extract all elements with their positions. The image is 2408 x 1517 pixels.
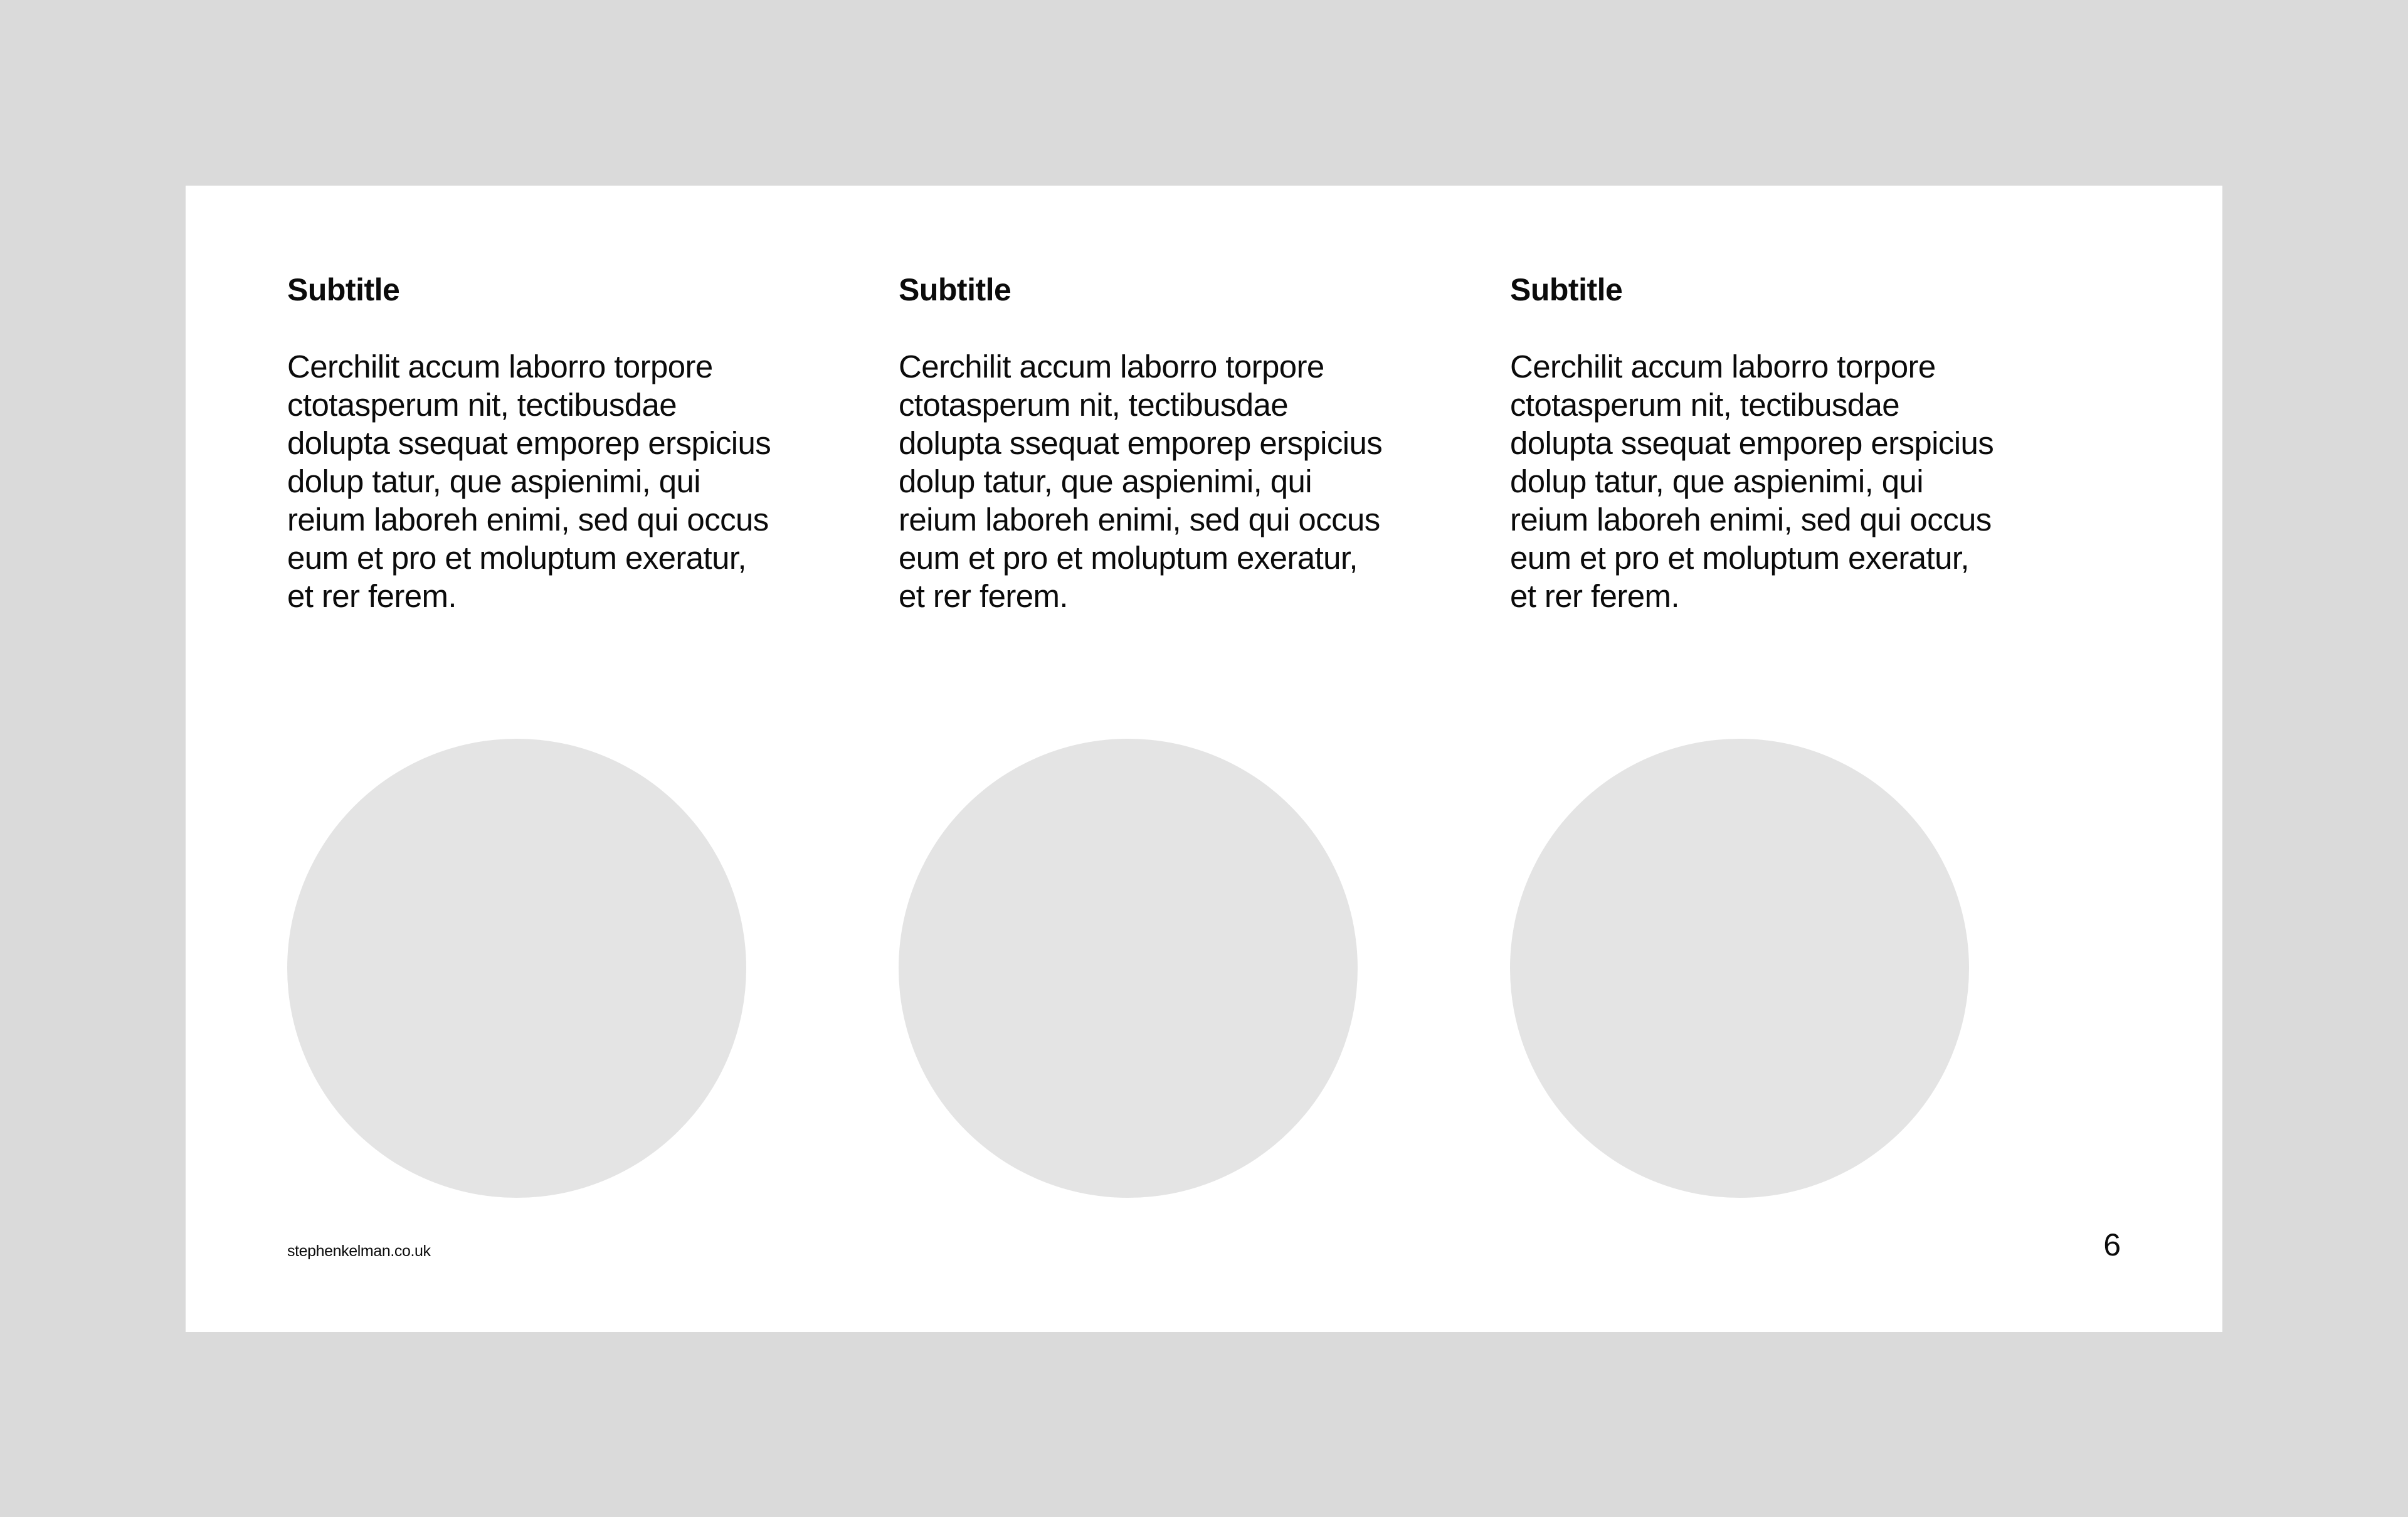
column-subtitle: Subtitle bbox=[1510, 272, 1623, 307]
column-body-text: Cerchilit accum laborro torpore ctotasperum nit, tectibusdae dolupta ssequat emporep erspicius dolup tatur, que aspienimi, qui reium laboreh enimi, sed qui occus eum et pro et moluptum exeratur, et rer ferem. bbox=[1510, 349, 1994, 614]
column-subtitle: Subtitle bbox=[287, 272, 400, 307]
column-2 bbox=[899, 186, 1450, 1332]
slide bbox=[186, 186, 2222, 1332]
column-3 bbox=[1510, 186, 2062, 1332]
circle-image-placeholder bbox=[899, 739, 1358, 1198]
column-body-text: Cerchilit accum laborro torpore ctotasperum nit, tectibusdae dolupta ssequat emporep erspicius dolup tatur, que aspienimi, qui reium laboreh enimi, sed qui occus eum et pro et moluptum exeratur, et rer ferem. bbox=[899, 349, 1383, 614]
column-1 bbox=[287, 186, 839, 1332]
page-number: 6 bbox=[2103, 1227, 2121, 1262]
column-body-text: Cerchilit accum laborro torpore ctotasperum nit, tectibusdae dolupta ssequat emporep erspicius dolup tatur, que aspienimi, qui reium laboreh enimi, sed qui occus eum et pro et moluptum exeratur, et rer ferem. bbox=[287, 349, 771, 614]
circle-image-placeholder bbox=[1510, 739, 1969, 1198]
column-subtitle: Subtitle bbox=[899, 272, 1011, 307]
circle-image-placeholder bbox=[287, 739, 746, 1198]
footer-url: stephenkelman.co.uk bbox=[287, 1242, 431, 1260]
